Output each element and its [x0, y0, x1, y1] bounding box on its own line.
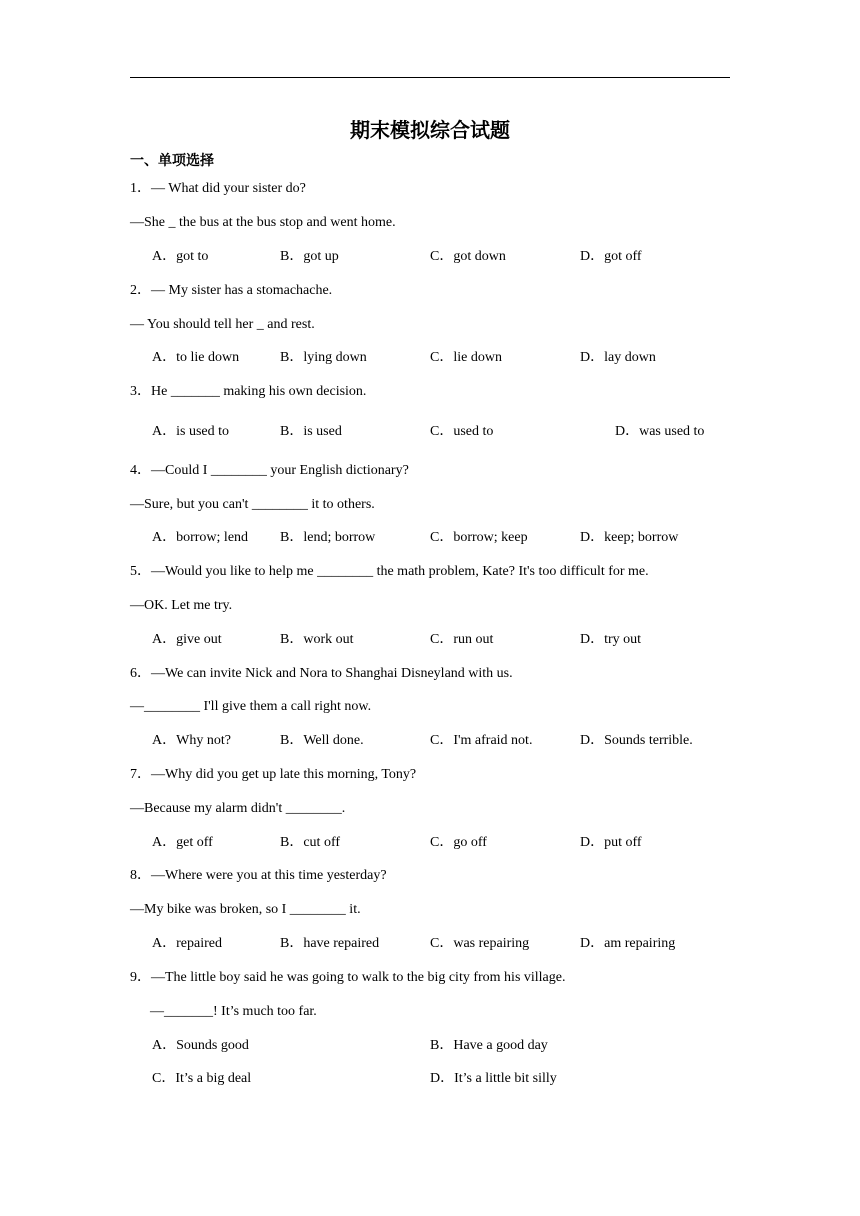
header-rule	[130, 77, 730, 78]
section-heading: 一、单项选择	[130, 153, 214, 169]
question-2-option-b: B．lying down	[280, 350, 367, 365]
question-2-option-d: D．lay down	[580, 350, 656, 365]
question-6-stem: 6．—We can invite Nick and Nora to Shanghai Disneyland with us.	[130, 666, 513, 681]
question-1-stem: 1．— What did your sister do?	[130, 181, 306, 196]
question-4-line2: —Sure, but you can't ________ it to others.	[130, 497, 375, 512]
question-7-option-a: A．get off	[152, 835, 213, 850]
question-7-stem: 7．—Why did you get up late this morning, Tony?	[130, 767, 417, 782]
question-9-line2: —_______! It’s much too far.	[150, 1004, 317, 1019]
question-2-option-a: A．to lie down	[152, 350, 240, 365]
question-4-option-a: A．borrow; lend	[152, 530, 249, 545]
question-6-option-b: B．Well done.	[280, 733, 364, 748]
question-8-line2: —My bike was broken, so I ________ it.	[130, 902, 361, 917]
question-8-option-d: D．am repairing	[580, 936, 676, 951]
question-9-option-b: B．Have a good day	[430, 1038, 548, 1053]
question-7-option-d: D．put off	[580, 835, 642, 850]
question-3-option-a: A．is used to	[152, 424, 229, 439]
question-5-line2: —OK. Let me try.	[130, 598, 233, 613]
question-7-line2: —Because my alarm didn't ________.	[130, 801, 346, 816]
question-2-option-c: C．lie down	[430, 350, 502, 365]
question-2-stem: 2．— My sister has a stomachache.	[130, 283, 333, 298]
question-4-option-d: D．keep; borrow	[580, 530, 679, 545]
question-4-option-c: C．borrow; keep	[430, 530, 528, 545]
question-8-option-a: A．repaired	[152, 936, 222, 951]
question-5-option-d: D．try out	[580, 632, 642, 647]
question-7-option-c: C．go off	[430, 835, 487, 850]
question-3-stem: 3．He _______ making his own decision.	[130, 384, 367, 399]
question-9-stem: 9．—The little boy said he was going to walk to the big city from his village.	[130, 970, 566, 985]
question-6-option-c: C．I'm afraid not.	[430, 733, 533, 748]
question-1-option-a: A．got to	[152, 249, 209, 264]
question-1-option-d: D．got off	[580, 249, 642, 264]
question-8-stem: 8．—Where were you at this time yesterday?	[130, 868, 387, 883]
question-9-option-a: A．Sounds good	[152, 1038, 249, 1053]
question-1-line2: —She _ the bus at the bus stop and went home.	[130, 215, 396, 230]
question-8-option-c: C．was repairing	[430, 936, 530, 951]
question-5-option-a: A．give out	[152, 632, 222, 647]
question-3-option-d: D．was used to	[615, 424, 705, 439]
question-5-option-b: B．work out	[280, 632, 354, 647]
question-6-option-d: D．Sounds terrible.	[580, 733, 693, 748]
question-3-option-c: C．used to	[430, 424, 494, 439]
question-8-option-b: B．have repaired	[280, 936, 380, 951]
question-2-line2: — You should tell her _ and rest.	[130, 317, 315, 332]
question-3-option-b: B．is used	[280, 424, 342, 439]
page-title: 期末模拟综合试题	[350, 118, 510, 142]
question-9-option-d: D．It’s a little bit silly	[430, 1071, 557, 1086]
question-9-option-c: C．It’s a big deal	[152, 1071, 252, 1086]
question-5-option-c: C．run out	[430, 632, 494, 647]
question-7-option-b: B．cut off	[280, 835, 341, 850]
question-4-stem: 4．—Could I ________ your English dictionary?	[130, 463, 409, 478]
question-1-option-b: B．got up	[280, 249, 339, 264]
question-6-option-a: A．Why not?	[152, 733, 231, 748]
question-5-stem: 5．—Would you like to help me ________ the math problem, Kate? It's too difficult for me.	[130, 564, 649, 579]
question-4-option-b: B．lend; borrow	[280, 530, 376, 545]
question-1-option-c: C．got down	[430, 249, 506, 264]
question-6-line2: —________ I'll give them a call right now.	[130, 699, 372, 714]
